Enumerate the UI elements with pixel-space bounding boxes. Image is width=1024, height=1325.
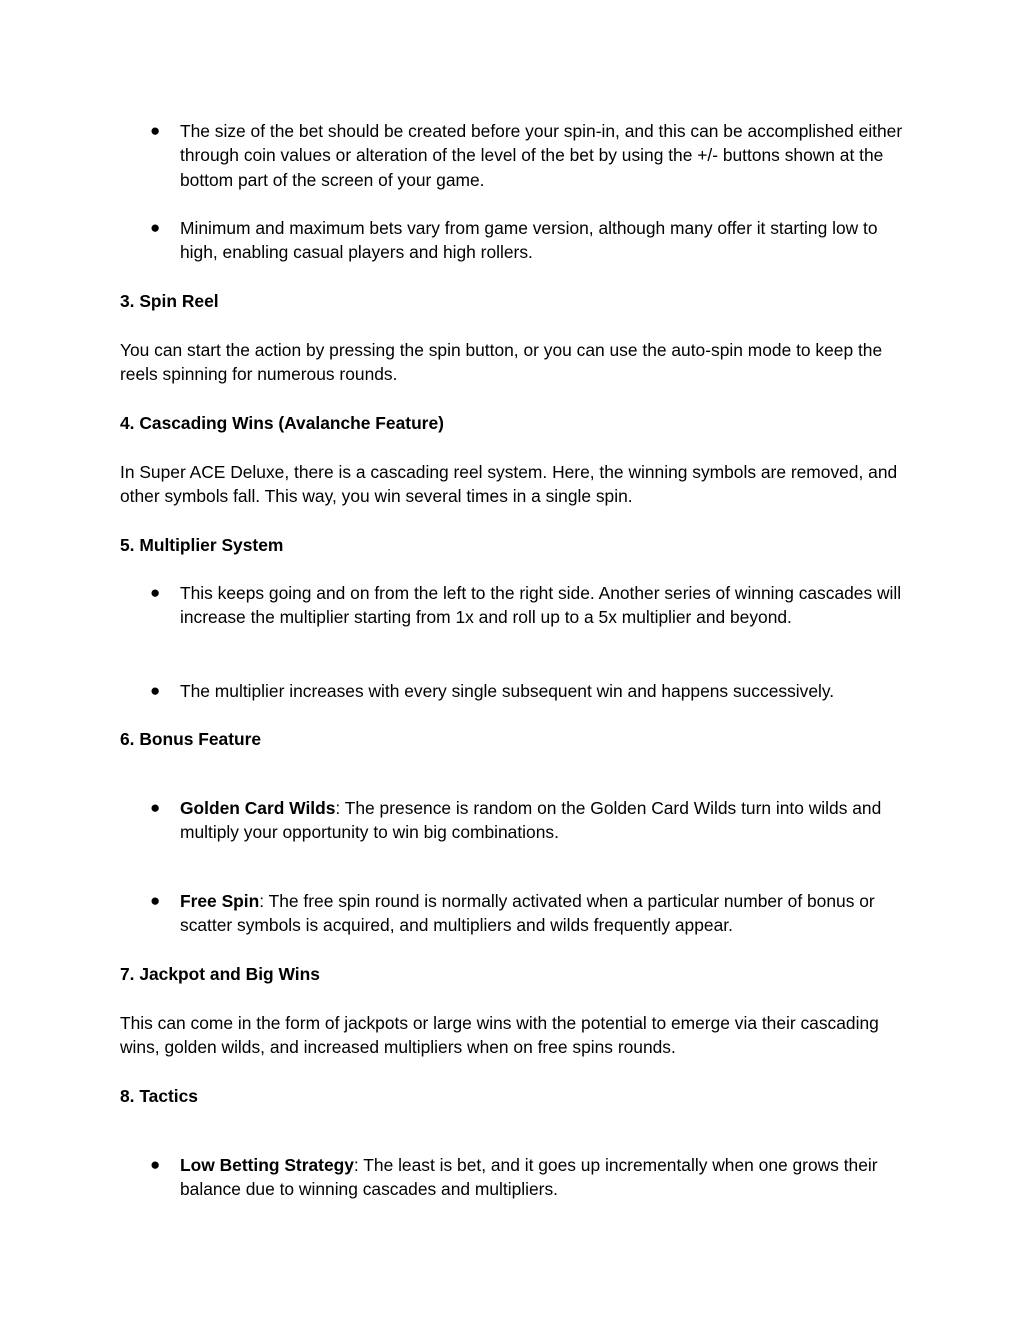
bullet-icon: ●: [150, 681, 161, 700]
section-heading-multiplier: 5. Multiplier System: [120, 535, 284, 555]
section-heading-spin-reel: 3. Spin Reel: [120, 291, 219, 311]
section-heading-cascading-wins: 4. Cascading Wins (Avalanche Feature): [120, 413, 444, 433]
list-item-lead: Free Spin: [180, 891, 260, 911]
list-item-lead: Golden Card Wilds: [180, 798, 336, 818]
section-heading-bonus: 6. Bonus Feature: [120, 729, 262, 749]
list-item-text: [180, 1153, 910, 1202]
bullet-icon: ●: [150, 798, 161, 817]
section-heading-tactics: 8. Tactics: [120, 1086, 198, 1106]
paragraph-spin-reel: You can start the action by pressing the spin button, or you can use the auto-spin mode to keep the reels spinning for numerous rounds.: [120, 340, 883, 385]
list-item-text: Minimum and maximum bets vary from game version, although many offer it starting low to high, enabling casual players and high rollers.: [180, 218, 878, 263]
list-item-text: [180, 796, 910, 845]
list-item-body: : The least is bet, and it goes up incrementally when one grows their balance due to winning cascades and multipliers.: [180, 1155, 878, 1200]
section-heading-jackpot: 7. Jackpot and Big Wins: [120, 964, 320, 984]
bullet-icon: ●: [150, 1155, 161, 1174]
list-item-text: The multiplier increases with every single subsequent win and happens successively.: [180, 681, 835, 701]
bullet-icon: ●: [150, 218, 161, 237]
paragraph-jackpot: This can come in the form of jackpots or large wins with the potential to emerge via their cascading wins, golden wilds, and increased multipliers when on free spins rounds.: [120, 1013, 879, 1058]
bullet-icon: ●: [150, 121, 161, 140]
list-item-body: : The presence is random on the Golden Card Wilds turn into wilds and multiply your opportunity to win big combinations.: [180, 798, 882, 843]
list-item-text: This keeps going and on from the left to the right side. Another series of winning cascades will increase the multiplier starting from 1x and roll up to a 5x multiplier and beyond.: [180, 583, 902, 628]
bullet-icon: ●: [150, 891, 161, 910]
bullet-icon: ●: [150, 583, 161, 602]
paragraph-cascading-wins: In Super ACE Deluxe, there is a cascading reel system. Here, the winning symbols are removed, and other symbols fall. This way, you win several times in a single spin.: [120, 462, 898, 507]
list-item-body: : The free spin round is normally activated when a particular number of bonus or scatter symbols is acquired, and multipliers and wilds frequently appear.: [180, 891, 875, 936]
list-item-text: The size of the bet should be created before your spin-in, and this can be accomplished either through coin values or alteration of the level of the bet by using the +/- buttons shown at the bottom part of the screen of your game.: [180, 121, 903, 190]
list-item-text: [180, 889, 910, 938]
list-item-lead: Low Betting Strategy: [180, 1155, 354, 1175]
